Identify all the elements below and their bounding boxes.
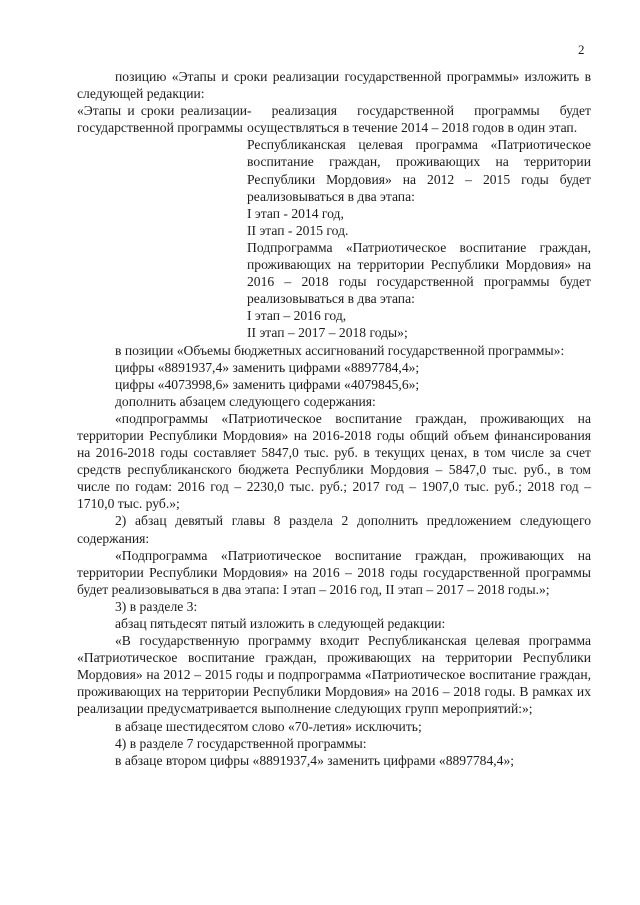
paragraph: в абзаце шестидесятом слово «70-летия» исключить; (115, 718, 422, 734)
stages-table (77, 102, 591, 341)
paragraph: «подпрограммы «Патриотическое воспитание граждан, проживающих на территории Республики Мордовия» на 2016-2018 годы общий объем финансирования на 2016-2018 годы составляет 5847,0 тыс. руб. в текущих ценах, в том числе за счет средств республиканского бюджета Республики Мордовия – 5847,0 тыс. руб., в том числе по годам: 2016 год – 2230,0 тыс. руб.; 2017 год – 1907,0 тыс. руб.; 2018 год – 1710,0 тыс. руб.»; (77, 410, 591, 512)
paragraph-intro: позицию «Этапы и сроки реализации государственной программы» изложить в следующей редакции: (77, 69, 591, 102)
stages-line: I этап - 2014 год, (247, 205, 344, 221)
stages-line: Республиканская целевая программа «Патриотическое воспитание граждан, проживающих на территории Республики Мордовия» на 2012 – 2015 годы будет реализовываться в два этапа: (247, 137, 591, 204)
stages-line: Подпрограмма «Патриотическое воспитание граждан, проживающих на территории Республики Мордовия» на 2016 – 2018 годы государственной программы будет реализовываться в два этапа: (247, 239, 591, 307)
stages-line: - реализация государственной программы будет осуществляться в течение 2014 – 2018 годов в один этап. (247, 103, 591, 136)
stages-table-content (247, 102, 591, 341)
paragraph: абзац пятьдесят пятый изложить в следующей редакции: (115, 616, 446, 631)
paragraph: в абзаце втором цифры «8891937,4» заменить цифрами «8897784,4»; (115, 752, 515, 768)
page-number: 2 (578, 42, 585, 57)
stages-table-label: «Этапы и сроки реализации государственной программы (77, 103, 247, 136)
stages-line: I этап – 2016 год, (247, 308, 347, 324)
document-body (77, 68, 591, 769)
stages-line: II этап - 2015 год. (247, 222, 349, 238)
paragraph: в позиции «Объемы бюджетных ассигнований государственной программы»: (115, 342, 565, 358)
paragraph: 4) в разделе 7 государственной программы: (115, 735, 367, 751)
stages-line: II этап – 2017 – 2018 годы»; (247, 325, 408, 341)
paragraph: 3) в разделе 3: (115, 598, 198, 614)
paragraph: 2) абзац девятый главы 8 раздела 2 дополнить предложением следующего содержания: (77, 513, 591, 546)
paragraph: «Подпрограмма «Патриотическое воспитание граждан, проживающих на территории Республики Мордовия» на 2016 – 2018 годы государственной программы будет реализовываться в два этапа: I этап – 2016 год, II этап – 2017 – 2018 годы.»; (77, 547, 591, 597)
paragraph: дополнить абзацем следующего содержания: (115, 393, 376, 409)
paragraph: цифры «8891937,4» заменить цифрами «8897784,4»; (115, 359, 420, 375)
paragraph: цифры «4073998,6» заменить цифрами «4079845,6»; (115, 376, 420, 392)
paragraph: «В государственную программу входит Республиканская целевая программа «Патриотическое воспитание граждан, проживающих на территории Республики Мордовия» на 2012 – 2015 годы и подпрограмма «Патриотическое воспитание граждан, проживающих на территории Республики Мордовия» на 2016 – 2018 годы. В рамках их реализации предусматривается выполнение следующих групп мероприятий:»; (77, 633, 591, 717)
